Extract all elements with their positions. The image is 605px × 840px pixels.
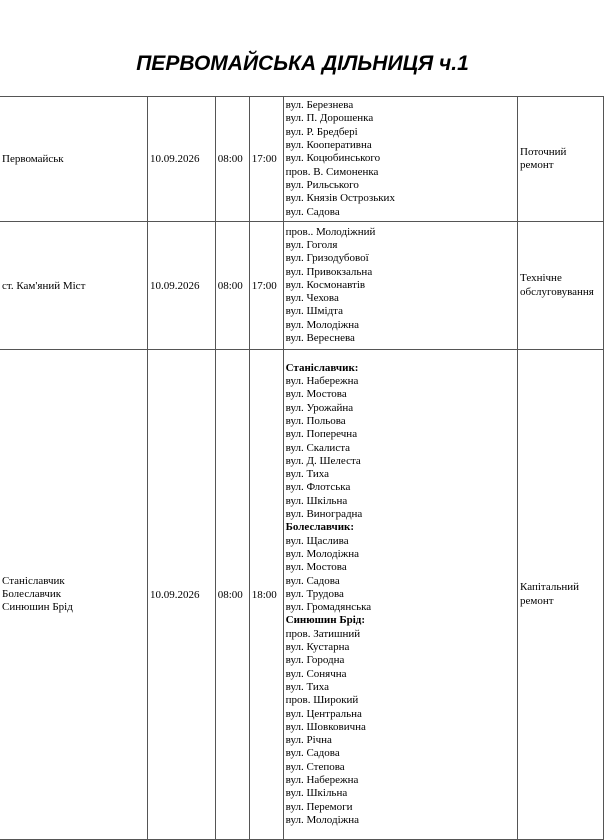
street-item: вул. П. Дорошенка bbox=[285, 112, 374, 125]
work-type-cell: Капітальний ремонт bbox=[518, 350, 604, 840]
street-item: вул. Садова bbox=[285, 747, 340, 760]
end-time-cell: 18:00 bbox=[249, 350, 283, 840]
street-item: вул. Мостова bbox=[285, 561, 347, 574]
settlement-name: Синюшин Брід bbox=[2, 601, 73, 614]
street-item: вул. Флотська bbox=[285, 481, 351, 494]
street-item: вул. Рильського bbox=[285, 178, 359, 191]
street-item: вул. Степова bbox=[285, 760, 345, 773]
streets-cell bbox=[283, 350, 517, 840]
street-item: вул. Молодіжна bbox=[285, 813, 360, 826]
settlement-name: Болеславчик bbox=[2, 587, 62, 600]
streets-cell bbox=[283, 222, 517, 350]
street-item: вул. Громадянська bbox=[285, 601, 372, 614]
street-item: вул. Урожайна bbox=[285, 401, 354, 414]
street-item: вул. Перемоги bbox=[285, 800, 353, 813]
street-item: вул. Мостова bbox=[285, 388, 347, 401]
street-item: вул. Поперечна bbox=[285, 428, 358, 441]
street-item: вул. Р. Бредбері bbox=[285, 125, 358, 138]
street-item: вул. Садова bbox=[285, 205, 340, 218]
end-time-cell: 17:00 bbox=[249, 97, 283, 222]
street-item: вул. Центральна bbox=[285, 707, 362, 720]
table-row bbox=[0, 97, 604, 222]
street-group-heading: Синюшин Брід: bbox=[285, 614, 366, 627]
street-item: вул. Д. Шелеста bbox=[285, 454, 361, 467]
street-group-heading: Болеславчик: bbox=[285, 521, 355, 534]
work-type-cell: Технічне обслуговування bbox=[518, 222, 604, 350]
street-item: вул. Князів Острозьких bbox=[285, 192, 395, 205]
settlement-name: Станіславчик bbox=[2, 574, 65, 587]
date-cell: 10.09.2026 bbox=[147, 222, 215, 350]
street-group-heading: Станіславчик: bbox=[285, 361, 359, 374]
street-item: вул. Космонавтів bbox=[285, 278, 366, 291]
street-item: вул. Виноградна bbox=[285, 508, 363, 521]
street-item: вул. Гоголя bbox=[285, 238, 338, 251]
street-item: вул. Польова bbox=[285, 414, 346, 427]
streets-cell bbox=[283, 97, 517, 222]
date-cell: 10.09.2026 bbox=[147, 350, 215, 840]
table-row bbox=[0, 350, 604, 840]
street-item: вул. Шмідта bbox=[285, 305, 343, 318]
street-item: вул. Вереснева bbox=[285, 332, 355, 345]
street-item: вул. Набережна bbox=[285, 375, 359, 388]
street-item: вул. Річна bbox=[285, 734, 332, 747]
street-item: вул. Шовковична bbox=[285, 720, 366, 733]
street-item: вул. Коцюбинського bbox=[285, 152, 381, 165]
street-item: вул. Кооперативна bbox=[285, 139, 372, 152]
street-item: пров. Широкий bbox=[285, 694, 359, 707]
street-item: вул. Городна bbox=[285, 654, 345, 667]
street-item: пров. Затишний bbox=[285, 627, 361, 640]
street-item: вул. Чехова bbox=[285, 292, 339, 305]
street-item: вул. Шкільна bbox=[285, 787, 348, 800]
street-item: пров.. Молодіжний bbox=[285, 225, 376, 238]
work-type-cell: Поточний ремонт bbox=[518, 97, 604, 222]
start-time-cell: 08:00 bbox=[215, 97, 249, 222]
street-item: вул. Тиха bbox=[285, 468, 330, 481]
settlement-cell: Первомайськ bbox=[0, 97, 147, 222]
page-title: ПЕРВОМАЙСЬКА ДІЛЬНИЦЯ ч.1 bbox=[136, 52, 469, 75]
settlement-cell bbox=[0, 350, 147, 840]
outage-schedule-table bbox=[0, 96, 604, 840]
street-item: вул. Молодіжна bbox=[285, 547, 360, 560]
street-item: вул. Садова bbox=[285, 574, 340, 587]
street-item: вул. Шкільна bbox=[285, 494, 348, 507]
table-row bbox=[0, 222, 604, 350]
street-item: вул. Набережна bbox=[285, 774, 359, 786]
street-item: вул. Щаслива bbox=[285, 534, 349, 547]
street-item: вул. Березнева bbox=[285, 99, 354, 112]
settlement-cell: ст. Кам'яний Міст bbox=[0, 222, 147, 350]
street-item: вул. Кустарна bbox=[285, 641, 350, 654]
start-time-cell: 08:00 bbox=[215, 350, 249, 840]
street-item: пров. В. Симоненка bbox=[285, 165, 379, 178]
date-cell: 10.09.2026 bbox=[147, 97, 215, 222]
end-time-cell: 17:00 bbox=[249, 222, 283, 350]
street-item: вул. Привокзальна bbox=[285, 265, 373, 278]
start-time-cell: 08:00 bbox=[215, 222, 249, 350]
street-item: вул. Трудова bbox=[285, 587, 344, 600]
street-item: вул. Скалиста bbox=[285, 441, 351, 454]
street-item: вул. Молодіжна bbox=[285, 318, 360, 331]
street-item: вул. Сонячна bbox=[285, 667, 347, 680]
street-item: вул. Тиха bbox=[285, 680, 330, 693]
street-item: вул. Гризодубової bbox=[285, 252, 369, 265]
